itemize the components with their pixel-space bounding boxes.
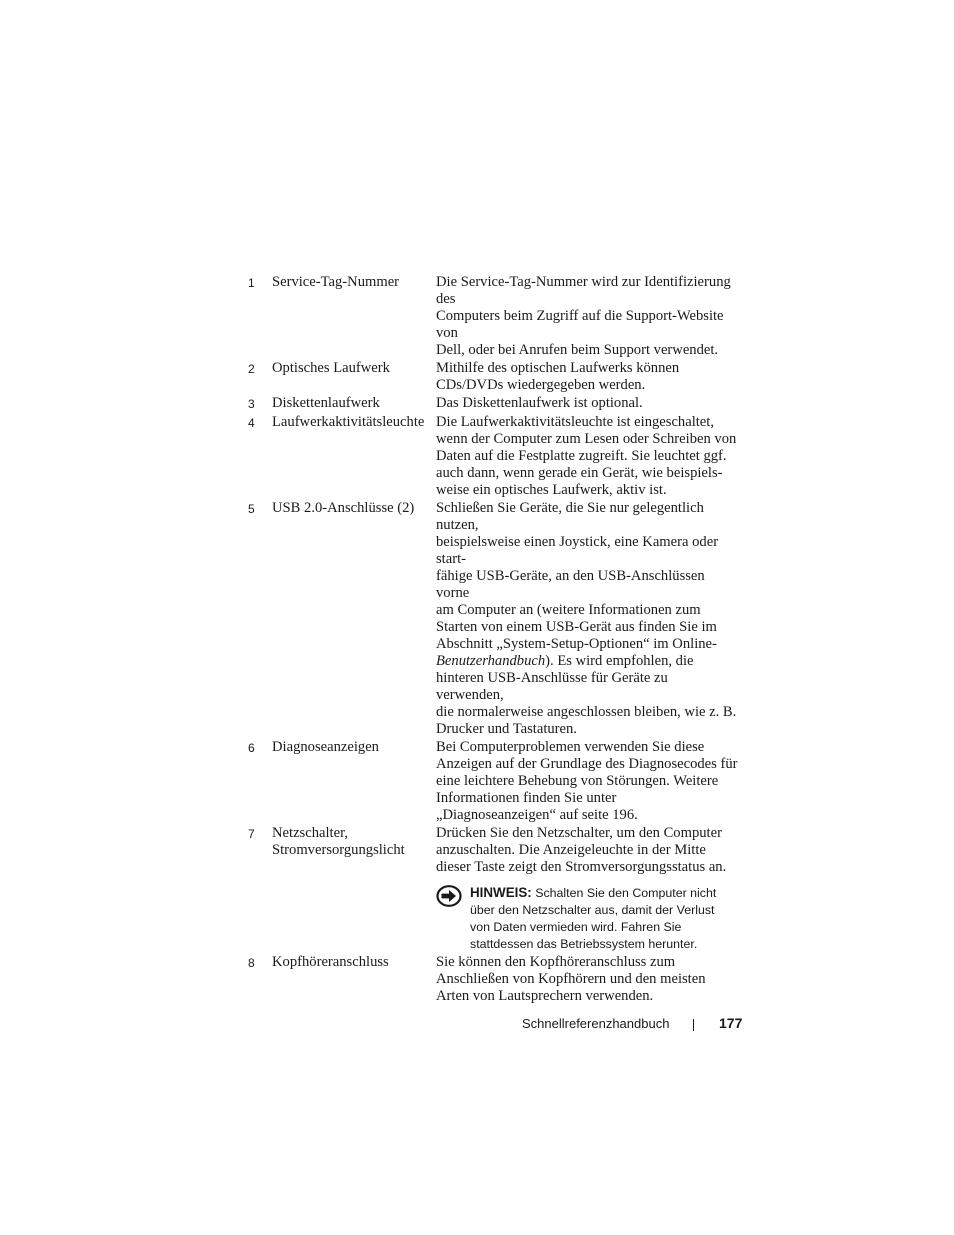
desc-line: auch dann, wenn gerade ein Gerät, wie beispiels- [436,465,723,481]
desc-line: Anschließen von Kopfhörern und den meisten [436,971,706,987]
desc-line: CDs/DVDs wiedergegeben werden. [436,377,646,393]
desc-line: Starten von einem USB-Gerät aus finden Sie im [436,619,717,635]
desc-line: Computers beim Zugriff auf die Support-Website von [436,308,724,341]
table-row [248,274,748,359]
table-row [248,500,748,738]
item-label: Optisches Laufwerk [272,360,390,376]
table-row [248,825,748,953]
desc-line: Schließen Sie Geräte, die Sie nur gelegentlich nutzen, [436,500,704,533]
item-description [436,360,738,394]
desc-line: Anzeigen auf der Grundlage des Diagnosecodes für [436,756,738,772]
desc-line: Das Diskettenlaufwerk ist optional. [436,395,643,411]
label-line: Stromversorgungslicht [272,842,405,858]
item-number: 4 [248,416,255,430]
notice-label: HINWEIS: [470,885,532,900]
footer-title: Schnellreferenzhandbuch [522,1016,670,1031]
item-description [436,395,738,412]
item-label: Diagnoseanzeigen [272,739,379,755]
desc-line: fähige USB-Geräte, an den USB-Anschlüssen vorne [436,568,705,601]
desc-line [436,653,738,670]
desc-line: Die Service-Tag-Nummer wird zur Identifizierung des [436,274,731,307]
desc-line: Drucker und Tastaturen. [436,721,577,737]
table-row [248,954,748,1005]
item-number: 6 [248,741,255,755]
desc-line: beispielsweise einen Joystick, eine Kamera oder start- [436,534,719,567]
item-label: Kopfhöreranschluss [272,954,389,970]
notice-line: von Daten vermieden wird. Fahren Sie [470,920,682,934]
desc-line: Informationen finden Sie unter [436,790,617,806]
table-row [248,360,748,394]
desc-line: die normalerweise angeschlossen bleiben, wie z. B. [436,704,737,720]
item-description [436,739,738,824]
item-number: 3 [248,397,255,411]
item-description [436,274,738,359]
item-number: 7 [248,827,255,841]
notice-fragment: Schalten Sie den Computer nicht [531,886,717,900]
notice-arrow-icon [436,884,470,912]
notice-line: stattdessen das Betriebssystem herunter. [470,937,698,951]
table-row [248,739,748,824]
notice-line: über den Netzschalter aus, damit der Verlust [470,903,715,917]
desc-fragment: ). Es wird empfohlen, die [545,653,694,669]
table-row [248,414,748,499]
notice-text [470,884,732,953]
desc-line: „Diagnoseanzeigen“ auf seite 196. [436,807,638,823]
desc-line: eine leichtere Behebung von Störungen. Weitere [436,773,719,789]
desc-line: Mithilfe des optischen Laufwerks können [436,360,680,376]
item-label [272,825,436,859]
notice-line [470,884,732,902]
item-label: Service-Tag-Nummer [272,274,400,290]
item-description [436,825,738,953]
label-line: Netzschalter, [272,825,348,841]
manual-title: Benutzerhandbuch [436,653,546,669]
item-number: 8 [248,956,255,970]
notice-box [436,884,738,953]
component-table [248,274,748,1006]
desc-line: wenn der Computer zum Lesen oder Schreiben von [436,431,737,447]
item-description [436,500,738,738]
desc-line: Sie können den Kopfhöreranschluss zum [436,954,676,970]
item-number: 2 [248,362,255,376]
desc-line: am Computer an (weitere Informationen zum [436,602,701,618]
desc-line: Dell, oder bei Anrufen beim Support verwendet. [436,342,719,358]
item-label: USB 2.0-Anschlüsse (2) [272,500,415,516]
item-label: Laufwerkaktivitätsleuchte [272,414,425,430]
item-label: Diskettenlaufwerk [272,395,380,411]
desc-line: Abschnitt „System-Setup-Optionen“ im Online- [436,636,717,652]
item-description [436,954,738,1005]
desc-line: Bei Computerproblemen verwenden Sie diese [436,739,705,755]
desc-line: Drücken Sie den Netzschalter, um den Computer [436,825,722,841]
desc-line: Arten von Lautsprechern verwenden. [436,988,654,1004]
desc-line: Daten auf die Festplatte zugreift. Sie leuchtet ggf. [436,448,727,464]
desc-line: dieser Taste zeigt den Stromversorgungsstatus an. [436,859,727,875]
desc-line: hinteren USB-Anschlüsse für Geräte zu verwenden, [436,670,668,703]
item-number: 5 [248,502,255,516]
page-number: 177 [719,1015,743,1031]
table-row [248,395,748,413]
desc-line: Die Laufwerkaktivitätsleuchte ist eingeschaltet, [436,414,714,430]
desc-line: anzuschalten. Die Anzeigeleuchte in der Mitte [436,842,706,858]
item-number: 1 [248,276,255,290]
footer-divider [693,1019,694,1031]
item-description [436,414,738,499]
desc-line: weise ein optisches Laufwerk, aktiv ist. [436,482,667,498]
